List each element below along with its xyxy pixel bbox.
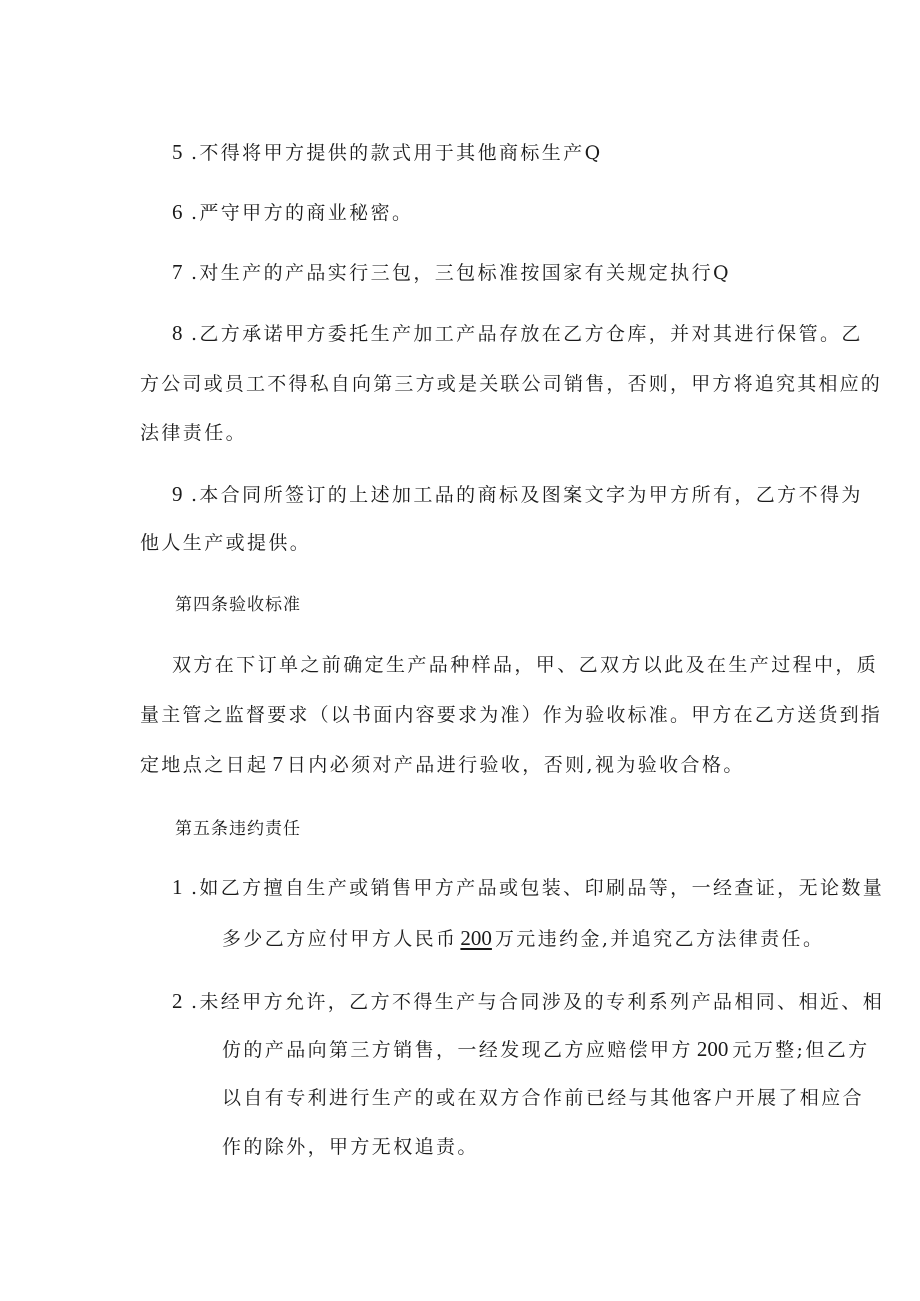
- item-7-text: .对生产的产品实行三包，三包标准按国家有关规定执行Q: [182, 262, 731, 284]
- clause-2-text-2a: 仿的产品向第三方销售，一经发现乙方应赔偿甲方: [222, 1039, 693, 1061]
- article-4-line-3-end: 日内必须对产品进行验收，否则,视为验收合格。: [286, 754, 745, 776]
- clause-2-line-3: 以自有专利进行生产的或在双方合作前已经与其他客户开展了相应合: [222, 1087, 865, 1109]
- item-8-text-1: .乙方承诺甲方委托生产加工产品存放在乙方仓库，并对其进行保管。乙: [182, 323, 863, 345]
- article-4-line-2: 量主管之监督要求（以书面内容要求为准）作为验收标准。甲方在乙方送货到指: [140, 704, 883, 726]
- clause-2-line-2: [222, 1036, 870, 1063]
- article-4-line-1: 双方在下订单之前确定生产品种样品，甲、乙双方以此及在生产过程中，质: [172, 654, 879, 676]
- item-9-line-1: [172, 481, 863, 508]
- clause-1-text-1: .如乙方擅自生产或销售甲方产品或包装、印刷品等，一经查证，无论数量: [182, 877, 885, 899]
- item-7: [172, 259, 731, 286]
- clause-1-amount: 200: [460, 926, 492, 950]
- article-4-line-3-start: 定地点之日起: [140, 754, 269, 776]
- item-5: [172, 139, 603, 166]
- item-9-number: 9: [172, 482, 183, 506]
- item-5-number: 5: [172, 140, 183, 164]
- article-5-heading: 第五条违约责任: [175, 819, 301, 839]
- clause-2-text-1: .未经甲方允许，乙方不得生产与合同涉及的专利系列产品相同、相近、相: [182, 991, 885, 1013]
- clause-1-line-1: [172, 874, 884, 901]
- item-6-number: 6: [172, 200, 183, 224]
- item-8-line-3: 法律责任。: [140, 422, 248, 444]
- clause-2-line-4: 作的除外，甲方无权追责。: [222, 1136, 479, 1158]
- clause-1-text-2a: 多少乙方应付甲方人民币: [222, 928, 458, 950]
- clause-2-number: 2: [172, 989, 183, 1013]
- clause-2-amount: 200: [696, 1037, 729, 1061]
- item-8-line-1: [172, 320, 863, 347]
- item-8-number: 8: [172, 321, 183, 345]
- item-7-number: 7: [172, 260, 183, 284]
- item-9-line-2: 他人生产或提供。: [140, 532, 312, 554]
- clause-2-text-2b: 元万整;但乙方: [732, 1039, 870, 1061]
- article-4-days: 7: [272, 752, 283, 776]
- clause-2-line-1: [172, 988, 884, 1015]
- item-6: [172, 199, 413, 226]
- item-9-text-1: .本合同所签订的上述加工品的商标及图案文字为甲方所有，乙方不得为: [182, 484, 863, 506]
- clause-1-line-2: [222, 925, 824, 952]
- article-4-heading: 第四条验收标准: [175, 595, 301, 615]
- clause-1-number: 1: [172, 875, 183, 899]
- item-8-line-2: 方公司或员工不得私自向第三方或是关联公司销售，否则，甲方将追究其相应的: [140, 373, 883, 395]
- item-5-text: .不得将甲方提供的款式用于其他商标生产Q: [182, 142, 603, 164]
- article-4-line-3: [140, 751, 745, 778]
- clause-1-text-2b: 万元违约金,并追究乙方法律责任。: [494, 928, 825, 950]
- item-6-text: .严守甲方的商业秘密。: [182, 202, 414, 224]
